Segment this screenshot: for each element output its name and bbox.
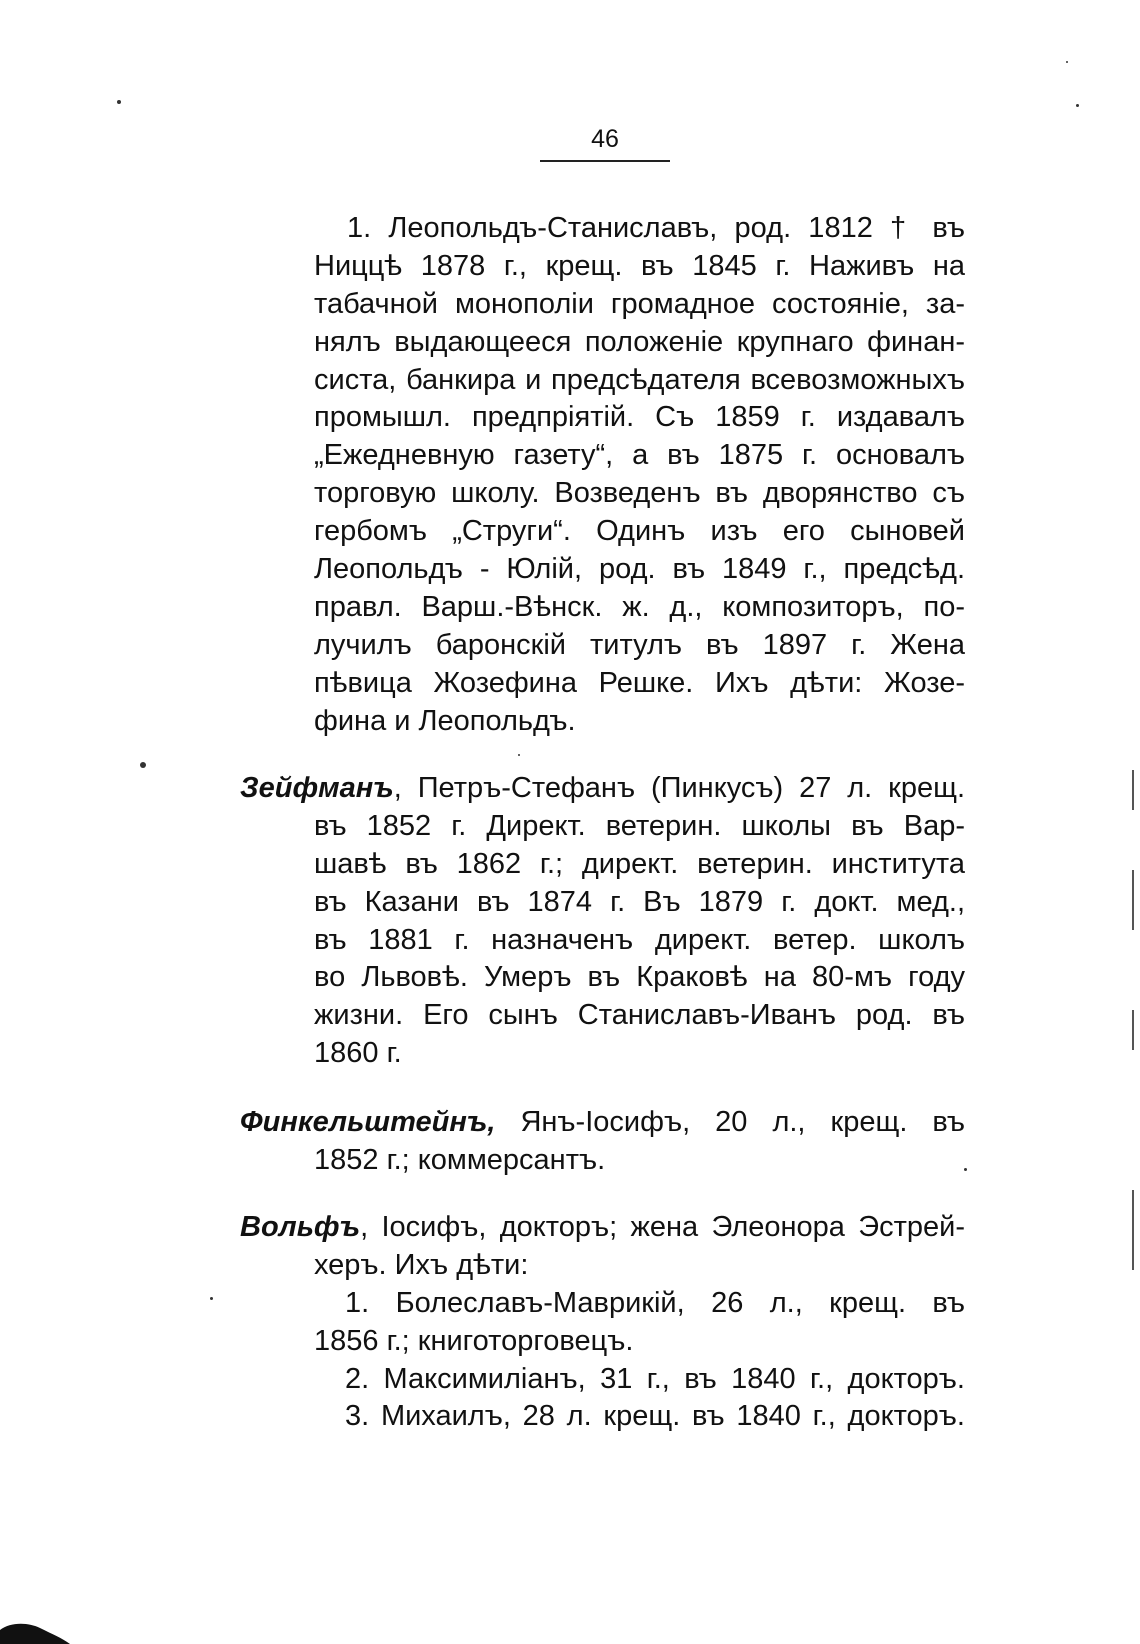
- scan-speck: [210, 1297, 213, 1300]
- text-line: херъ. Ихъ дѣти:: [314, 1248, 529, 1281]
- scan-edge-mark: [1132, 1190, 1134, 1270]
- text-line: въ Казани въ 1874 г. Въ 1879 г. докт. мед.,: [314, 885, 965, 918]
- text-line: правл. Варш.-Вѣнск. ж. д., композиторъ, по-: [314, 590, 965, 623]
- text-line: фина и Леопольдъ.: [314, 704, 576, 737]
- text-line: 1. Леопольдъ-Станиславъ, род. 1812 † въ: [347, 212, 965, 244]
- page-number-rule: [540, 160, 670, 162]
- text-line: шавѣ въ 1862 г.; директ. ветерин. института: [314, 847, 965, 880]
- scan-edge-mark: [1132, 1010, 1134, 1050]
- text-line: 1860 г.: [314, 1037, 402, 1070]
- scan-speck: [518, 754, 520, 756]
- child-entry: 1. Болеславъ-Маврикій, 26 л., крещ. въ: [345, 1286, 965, 1319]
- scan-speck: [1076, 104, 1079, 107]
- text-line: Ниццѣ 1878 г., крещ. въ 1845 г. Наживъ на: [314, 249, 965, 282]
- text-line: жизни. Его сынъ Станиславъ-Иванъ род. въ: [314, 999, 965, 1032]
- entry-heading-rest: , Іосифъ, докторъ; жена Элеонора Эстрей-: [360, 1211, 965, 1243]
- entry-finkelstein: [240, 1104, 965, 1180]
- text-line: въ 1852 г. Директ. ветерин. школы въ Вар-: [314, 809, 965, 842]
- entry-heading-line: [240, 1104, 965, 1142]
- scan-edge-mark: [1132, 770, 1134, 810]
- entry-surname: Зейфманъ: [240, 772, 394, 804]
- entry-wolf: [240, 1209, 965, 1436]
- scan-speck: [964, 1168, 967, 1171]
- text-line: пѣвица Жозефина Решке. Ихъ дѣти: Жозе-: [314, 666, 965, 699]
- text-line: „Ежедневную газету“, а въ 1875 г. основалъ: [314, 439, 965, 472]
- text-line: торговую школу. Возведенъ въ дворянство съ: [314, 477, 965, 510]
- text-line: въ 1881 г. назначенъ директ. ветер. школъ: [314, 923, 965, 956]
- text-line: табачной монополіи громадное состояніе, за-: [314, 287, 965, 320]
- text-line: 1852 г.; коммерсантъ.: [314, 1143, 606, 1176]
- scan-corner-blot: [0, 1604, 70, 1644]
- entry-heading-rest: , Петръ-Стефанъ (Пинкусъ) 27 л. крещ.: [393, 772, 965, 804]
- text-line: Леопольдъ - Юлій, род. въ 1849 г., предсѣд.: [314, 553, 965, 586]
- scan-speck: [1066, 61, 1068, 63]
- scan-speck: [140, 762, 146, 768]
- entry-heading-line: [240, 1209, 965, 1247]
- child-entry: 2. Максимиліанъ, 31 г., въ 1840 г., докторъ.: [345, 1362, 965, 1395]
- scan-speck: [117, 100, 121, 104]
- entry-heading-line: [240, 770, 965, 808]
- text-line: лучилъ баронскій титулъ въ 1897 г. Жена: [314, 628, 965, 661]
- scan-edge-mark: [1132, 870, 1134, 930]
- text-line: нялъ выдающееся положеніе крупнаго финан-: [314, 325, 965, 358]
- entry-surname: Финкельштейнъ,: [240, 1106, 496, 1138]
- text-line: во Львовѣ. Умеръ въ Краковѣ на 80-мъ году: [314, 961, 965, 994]
- text-line: систа, банкира и предсѣдателя всевозможныхъ: [314, 363, 965, 396]
- text-line: гербомъ „Струги“. Одинъ изъ его сыновей: [314, 515, 965, 548]
- entry-surname: Вольфъ: [240, 1211, 361, 1243]
- entry-leopold-stanislav: [240, 210, 965, 740]
- page-number: 46: [591, 125, 619, 153]
- entry-zeifman: [240, 770, 965, 1073]
- text-line: промышл. предпріятій. Съ 1859 г. издавалъ: [314, 401, 965, 434]
- entry-heading-rest: Янъ-Іосифъ, 20 л., крещ. въ: [495, 1106, 965, 1138]
- child-entry: 3. Михаилъ, 28 л. крещ. въ 1840 г., докторъ.: [345, 1400, 965, 1433]
- child-entry-continuation: 1856 г.; книготорговецъ.: [314, 1324, 634, 1357]
